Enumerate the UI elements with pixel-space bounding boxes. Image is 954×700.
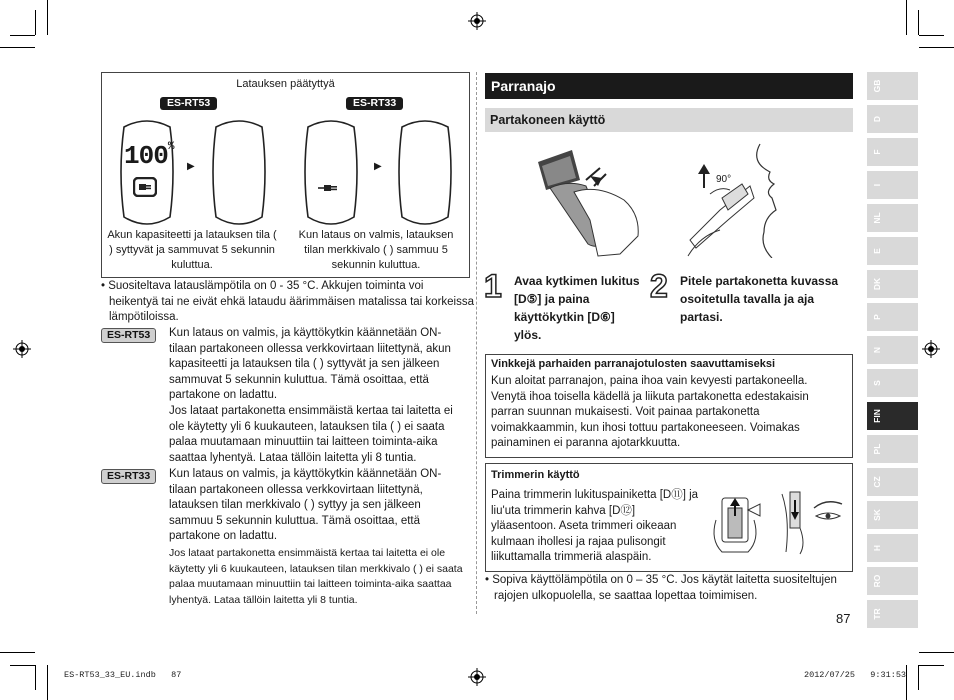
step-1-text: Avaa kytkimen lukitus [D⑤] ja paina käyttökytkin [D⑥] ylös. <box>514 274 640 342</box>
crop-mark <box>47 665 48 700</box>
step-number-2: 2 <box>650 268 668 304</box>
tab-tr[interactable]: TR <box>867 600 918 628</box>
rt33-paragraph-1: Kun lataus on valmis, ja käyttökytkin käännetään ON-tilaan partakoneen ollessa verkkovirtaan liitettynä, latauksen tilan merkkivalo ( ) syttyy ja sen jälkeen sammuu 5 sekunnin kuluttua. Tämä osoittaa, että partakone on ladattu. <box>169 468 442 542</box>
subsection-title: Partakoneen käyttö <box>485 108 853 132</box>
arrow-right-icon: ▶ <box>187 161 195 172</box>
rt53-paragraph-1: Kun lataus on valmis, ja käyttökytkin käännetään ON-tilaan partakoneen ollessa verkkovirtaan liitettynä, akun kapasiteetti ja latauksen tila ( ) syttyvät ja sen jälkeen sammuvat 5 sekunnin kuluttua. Tämä osoittaa, että partakone on ladattu. <box>169 327 451 401</box>
crop-mark <box>47 0 48 35</box>
model-tag-rt53: ES-RT53 <box>101 328 156 343</box>
crop-mark <box>10 665 35 666</box>
tab-dk[interactable]: DK <box>867 270 918 298</box>
model-tag-rt33: ES-RT33 <box>101 469 156 484</box>
step-number-1: 1 <box>484 268 502 304</box>
step-2-text: Pitele partakonetta kuvassa osoitetulla tavalla ja aja partasi. <box>680 274 839 324</box>
tab-h[interactable]: H <box>867 534 918 562</box>
trimmer-illustration <box>708 490 768 556</box>
trimmer-title: Trimmerin käyttö <box>491 469 580 481</box>
tab-fin[interactable]: FIN <box>867 402 918 430</box>
crop-mark <box>35 665 36 690</box>
tab-s[interactable]: S <box>867 369 918 397</box>
tab-n[interactable]: N <box>867 336 918 364</box>
plug-status-icon <box>133 177 157 197</box>
crop-mark <box>919 35 944 36</box>
crop-mark <box>0 652 35 653</box>
shaver-display-off-icon <box>394 117 456 229</box>
registration-mark-icon <box>922 340 940 358</box>
operating-temp-note: • Sopiva käyttölämpötila on 0 – 35 °C. Jos käytät laitetta suositeltujen rajojen ulkopuolella, se saattaa lopettaa toimimisen. <box>485 574 837 602</box>
caption-rt33: Kun lataus on valmis, latauksen tilan merkkivalo ( ) sammuu 5 sekunnin kuluttua. <box>298 229 454 271</box>
tab-gb[interactable]: GB <box>867 72 918 100</box>
tips-title: Vinkkejä parhaiden parranajotulosten saavuttamiseksi <box>491 358 776 370</box>
model-tag-rt33: ES-RT33 <box>346 97 403 110</box>
crop-mark <box>906 0 907 35</box>
charge-box-title: Latauksen päätyttyä <box>236 78 335 90</box>
registration-mark-icon <box>13 340 31 358</box>
crop-mark <box>919 47 954 48</box>
registration-mark-icon <box>468 668 486 686</box>
caption-rt53: Akun kapasiteetti ja latauksen tila ( ) syttyvät ja sammuvat 5 sekunnin kuluttua. <box>107 229 277 271</box>
tab-i[interactable]: I <box>867 171 918 199</box>
shaver-display-lit-icon <box>116 117 178 229</box>
model-tag-rt53: ES-RT53 <box>160 97 217 110</box>
shaver-in-hand-illustration <box>528 140 646 258</box>
rt33-paragraph-2: Jos lataat partakonetta ensimmäistä kertaa tai laitetta ei ole käytetty yli 6 kuukauteen, latauksen tilan merkkivalo ( ) ei saata palaa muutamaan minuuttiin tai laitteen toiminta-aika saattaa lyhentyä. Lataa tällöin laitetta yli 8 tuntia. <box>169 547 463 606</box>
sideburn-trim-illustration <box>776 488 848 556</box>
tab-sk[interactable]: SK <box>867 501 918 529</box>
angle-label: 90° <box>716 174 732 185</box>
crop-mark <box>919 652 954 653</box>
shaver-display-lit-icon <box>300 117 362 229</box>
charge-status-box <box>101 72 470 278</box>
footer-timestamp: 2012/07/25 9:31:53 <box>804 670 907 680</box>
crop-mark <box>919 665 944 666</box>
crop-mark <box>35 10 36 35</box>
crop-mark <box>906 665 907 700</box>
rt53-paragraph-2: Jos lataat partakonetta ensimmäistä kertaa tai laitetta ei ole käytetty yli 6 kuukauteen, latauksen tila ( ) ei saata palaa muutamaan minuuttiin tai laitteen toiminta-aika saattaa lyhentyä. Lataa tällöin laitetta yli 8 tuntia. <box>169 405 453 464</box>
crop-mark <box>918 665 919 690</box>
section-title: Parranajo <box>485 73 853 99</box>
shaver-display-off-icon <box>208 117 270 229</box>
tab-d[interactable]: D <box>867 105 918 133</box>
tips-body: Kun aloitat parranajon, paina ihoa vain kevyesti partakoneella. Venytä ihoa toisella kädellä ja liikuta partakonetta edestakaisin parran suunnan mukaisesti. Voit painaa partakonetta voimakkaammin, kun ihosi tottuu partakoneeseen. Voimakas painaminen ei paranna ajotarkkuutta. <box>491 375 809 449</box>
column-divider <box>476 72 477 614</box>
footer-file: ES-RT53_33_EU.indb 87 <box>64 670 182 680</box>
tab-cz[interactable]: CZ <box>867 468 918 496</box>
temperature-note: • Suositeltava latauslämpötila on 0 - 35 °C. Akkujen toiminta voi heikentyä tai ne eivät ehkä lataudu äärimmäisen matalissa tai korkeissa lämpötiloissa. <box>101 280 474 323</box>
crop-mark <box>918 10 919 35</box>
tab-pl[interactable]: PL <box>867 435 918 463</box>
tab-f[interactable]: F <box>867 138 918 166</box>
page-number: 87 <box>836 611 851 626</box>
crop-mark <box>10 35 35 36</box>
tab-e[interactable]: E <box>867 237 918 265</box>
tab-nl[interactable]: NL <box>867 204 918 232</box>
registration-mark-icon <box>468 12 486 30</box>
shaving-face-illustration <box>680 140 790 258</box>
battery-percent-display: 100% <box>124 141 174 171</box>
tab-p[interactable]: P <box>867 303 918 331</box>
trimmer-body: Paina trimmerin lukituspainiketta [D⑪] ja liu'uta trimmerin kahva [D⑫] yläasentoon. Aseta trimmeri oikeaan kulmaan ihollesi ja rajaa pulisongit liikuttamalla trimmeriä alaspäin. <box>491 489 699 563</box>
crop-mark <box>0 47 35 48</box>
tab-ro[interactable]: RO <box>867 567 918 595</box>
arrow-right-icon: ▶ <box>374 161 382 172</box>
